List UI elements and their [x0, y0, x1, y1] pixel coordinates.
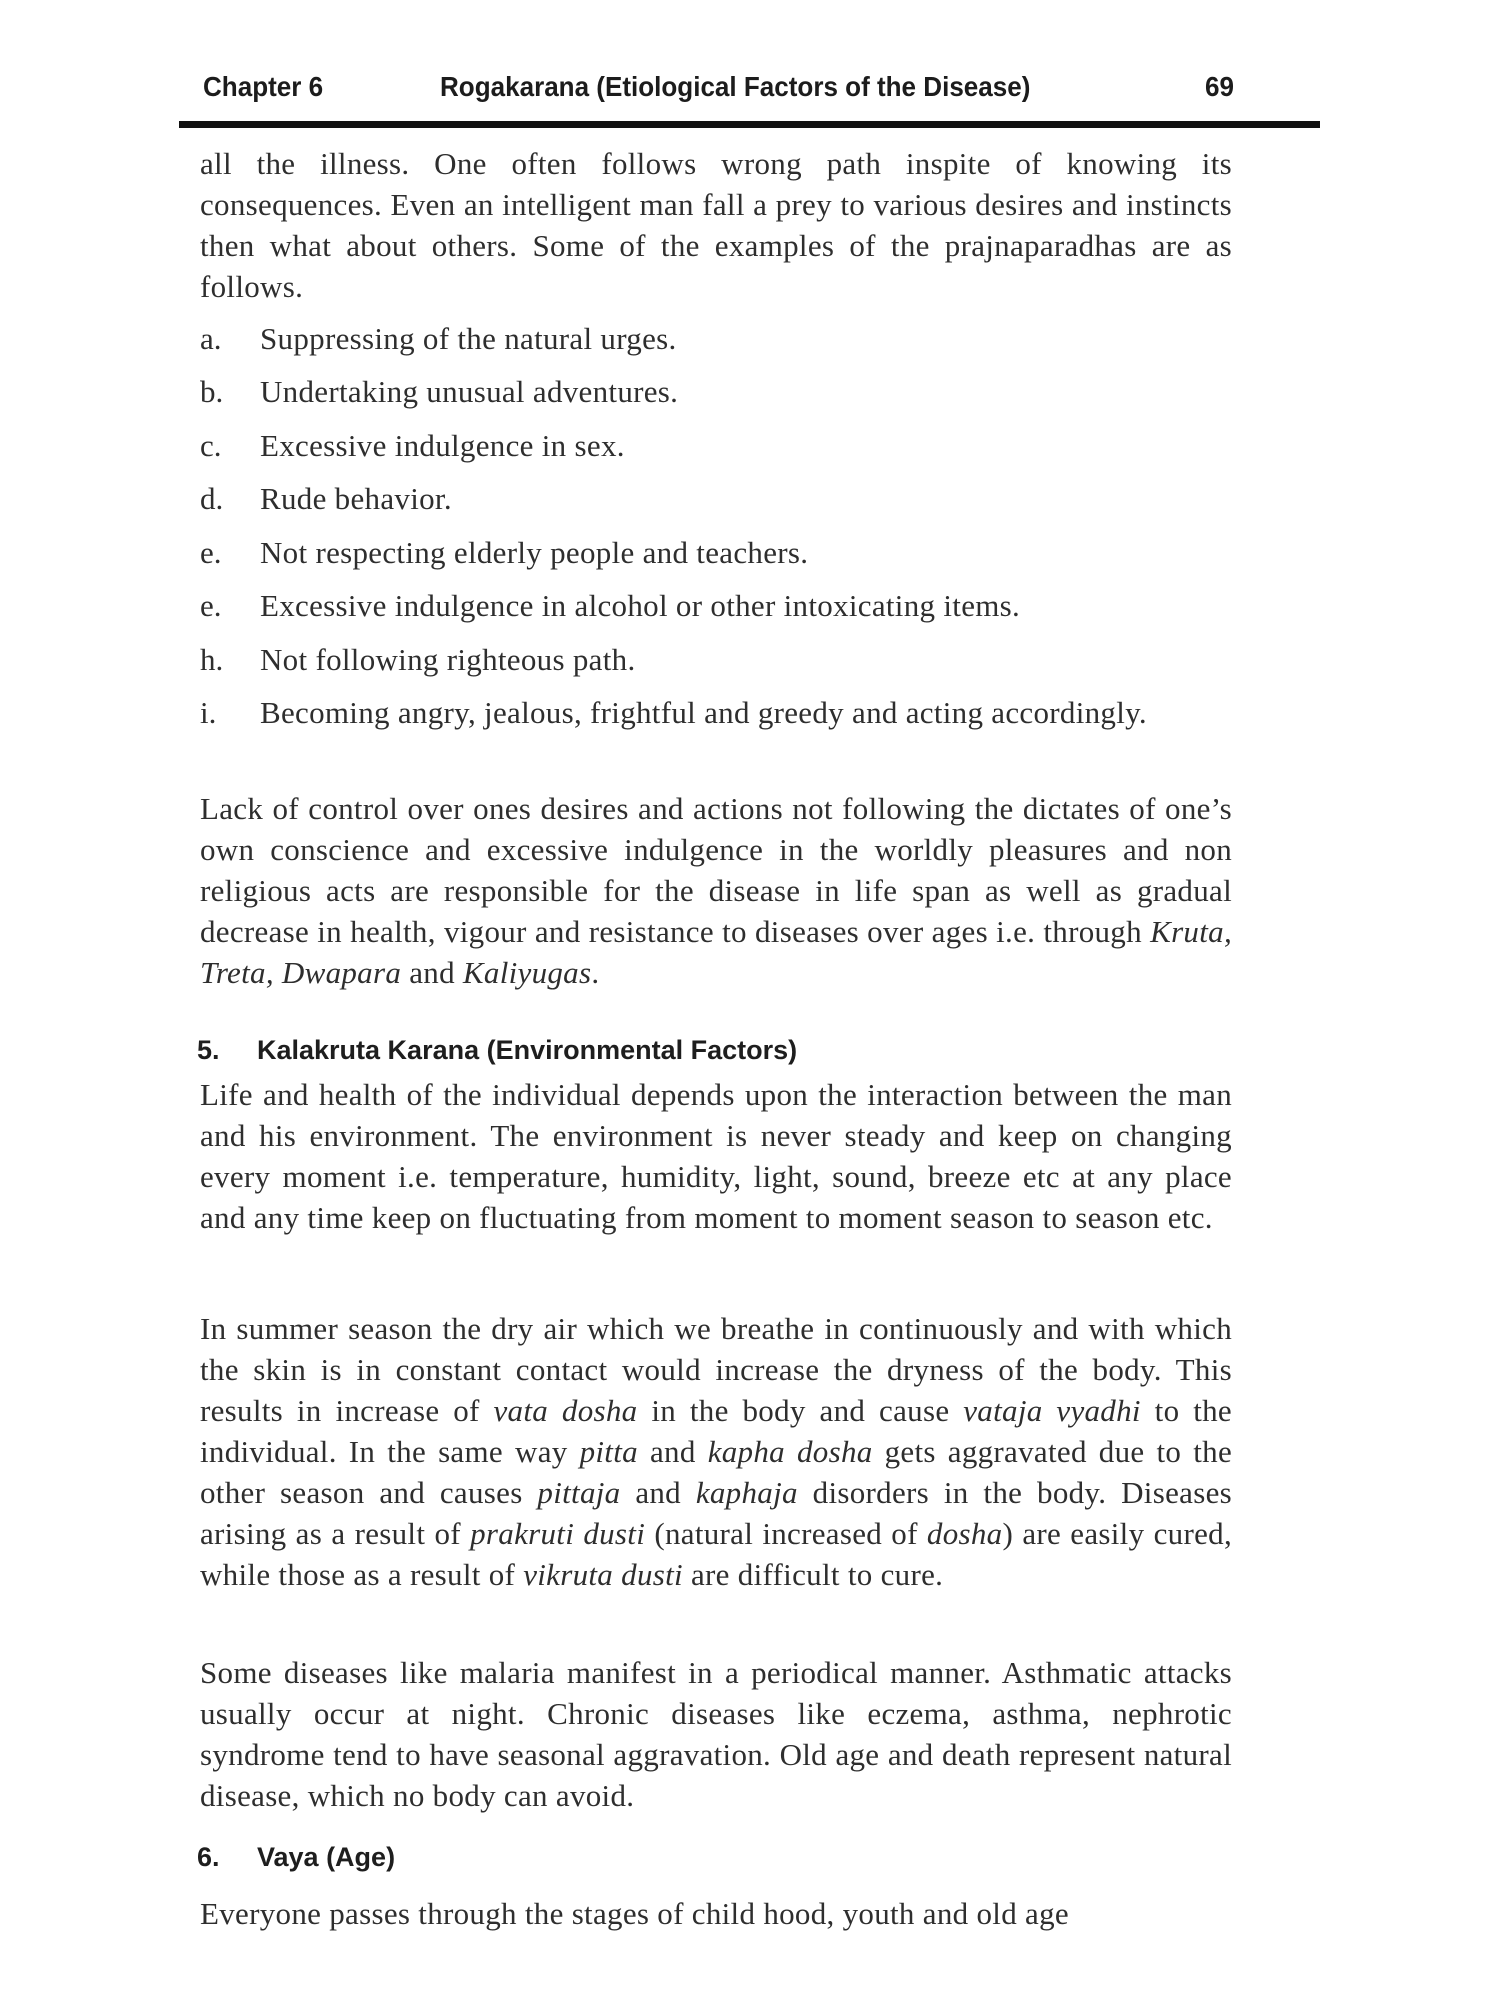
italic-term: prakruti dusti — [470, 1516, 646, 1551]
list-text: Not respecting elderly people and teachers. — [260, 535, 809, 570]
list-text: Undertaking unusual adventures. — [260, 374, 679, 409]
italic-term: pitta — [579, 1434, 638, 1469]
italic-term: pittaja — [537, 1475, 621, 1510]
italic-term: kaphaja — [695, 1475, 798, 1510]
text-run: are difficult to cure. — [682, 1557, 944, 1592]
text-run: Lack of control over ones desires and actions not following the dictates of one’s own conscience and excessive indulgence in the worldly pleasures and non religious acts are responsible for the disease in life span as well as gradual decrease in health, vigour and resistance to diseases over ages i.e. through — [200, 791, 1232, 949]
text-run: and — [401, 955, 463, 990]
list-text: Not following righteous path. — [260, 642, 636, 677]
italic-term: vikruta dusti — [523, 1557, 683, 1592]
intro-paragraph: all the illness. One often follows wrong path inspite of knowing its consequences. Even an intelligent man fall a prey to various desires and instincts then what about others. Some of the examples of the prajnaparadhas are as follows. — [200, 146, 1232, 304]
text-run: and — [637, 1434, 708, 1469]
list-marker: e. — [200, 588, 222, 623]
list-text: Becoming angry, jealous, frightful and greedy and acting accordingly. — [260, 695, 1147, 730]
list-marker: c. — [200, 428, 222, 463]
section-number: 6. — [197, 1842, 220, 1872]
header-rule — [179, 121, 1320, 128]
list-item — [200, 585, 1232, 626]
paragraph-age: Everyone passes through the stages of child hood, youth and old age — [200, 1896, 1069, 1931]
list-item — [200, 425, 1232, 466]
italic-term: Kruta, Treta, Dwapara — [200, 914, 1232, 990]
section-number: 5. — [197, 1035, 220, 1065]
list-text: Excessive indulgence in sex. — [260, 428, 625, 463]
list-marker: a. — [200, 321, 222, 356]
list-item — [200, 371, 1232, 412]
chapter-title: Rogakarana (Etiological Factors of the Disease) — [440, 71, 1031, 102]
list-marker: e. — [200, 535, 222, 570]
text-run: (natural increased of — [645, 1516, 927, 1551]
italic-term: Kaliyugas — [462, 955, 592, 990]
text-run: disorders in the body. Diseases arising as a result of — [200, 1475, 1232, 1551]
text-run: and — [620, 1475, 696, 1510]
list-marker: h. — [200, 642, 224, 677]
page-number: 69 — [1205, 71, 1234, 102]
list-item — [200, 532, 1232, 573]
section-heading-5 — [197, 1033, 797, 1067]
text-run: to the individual. In the same way — [200, 1393, 1232, 1469]
list-item — [200, 639, 1232, 680]
paragraph-environment: Life and health of the individual depends upon the interaction between the man and his environment. The environment is never steady and keep on changing every moment i.e. temperature, humidity, light, sound, breeze etc at any place and any time keep on fluctuating from moment to moment season to season etc. — [200, 1077, 1232, 1235]
paragraph-summer-season — [200, 1308, 1232, 1595]
italic-term: vata dosha — [493, 1393, 638, 1428]
section-title: Vaya (Age) — [257, 1842, 396, 1872]
list-marker: d. — [200, 481, 224, 516]
text-run: . — [591, 955, 600, 990]
italic-term: dosha — [926, 1516, 1003, 1551]
paragraph-lack-of-control — [200, 788, 1232, 993]
list-marker: i. — [200, 695, 217, 730]
section-heading-6 — [197, 1840, 395, 1874]
list-marker: b. — [200, 374, 224, 409]
chapter-label: Chapter 6 — [203, 71, 324, 102]
text-run: in the body and cause — [637, 1393, 964, 1428]
text-run: gets aggravated due to the other season and causes — [200, 1434, 1233, 1510]
italic-term: kapha dosha — [707, 1434, 873, 1469]
text-run: In summer season the dry air which we breathe in continuously and with which the skin is in constant contact would increase the dryness of the body. This results in increase of — [200, 1311, 1232, 1428]
list-item — [200, 692, 1232, 733]
list-text: Rude behavior. — [260, 481, 452, 516]
list-item — [200, 318, 1232, 359]
paragraph-periodic-diseases: Some diseases like malaria manifest in a periodical manner. Asthmatic attacks usually occur at night. Chronic diseases like eczema, asthma, nephrotic syndrome tend to have seasonal aggravation. Old age and death represent natural disease, which no body can avoid. — [200, 1655, 1232, 1813]
section-title: Kalakruta Karana (Environmental Factors) — [257, 1035, 798, 1065]
list-text: Suppressing of the natural urges. — [260, 321, 677, 356]
italic-term: vataja vyadhi — [963, 1393, 1141, 1428]
text-run: ) are easily cured, while those as a result of — [200, 1516, 1232, 1592]
list-text: Excessive indulgence in alcohol or other intoxicating items. — [260, 588, 1021, 623]
list-item — [200, 478, 1232, 519]
